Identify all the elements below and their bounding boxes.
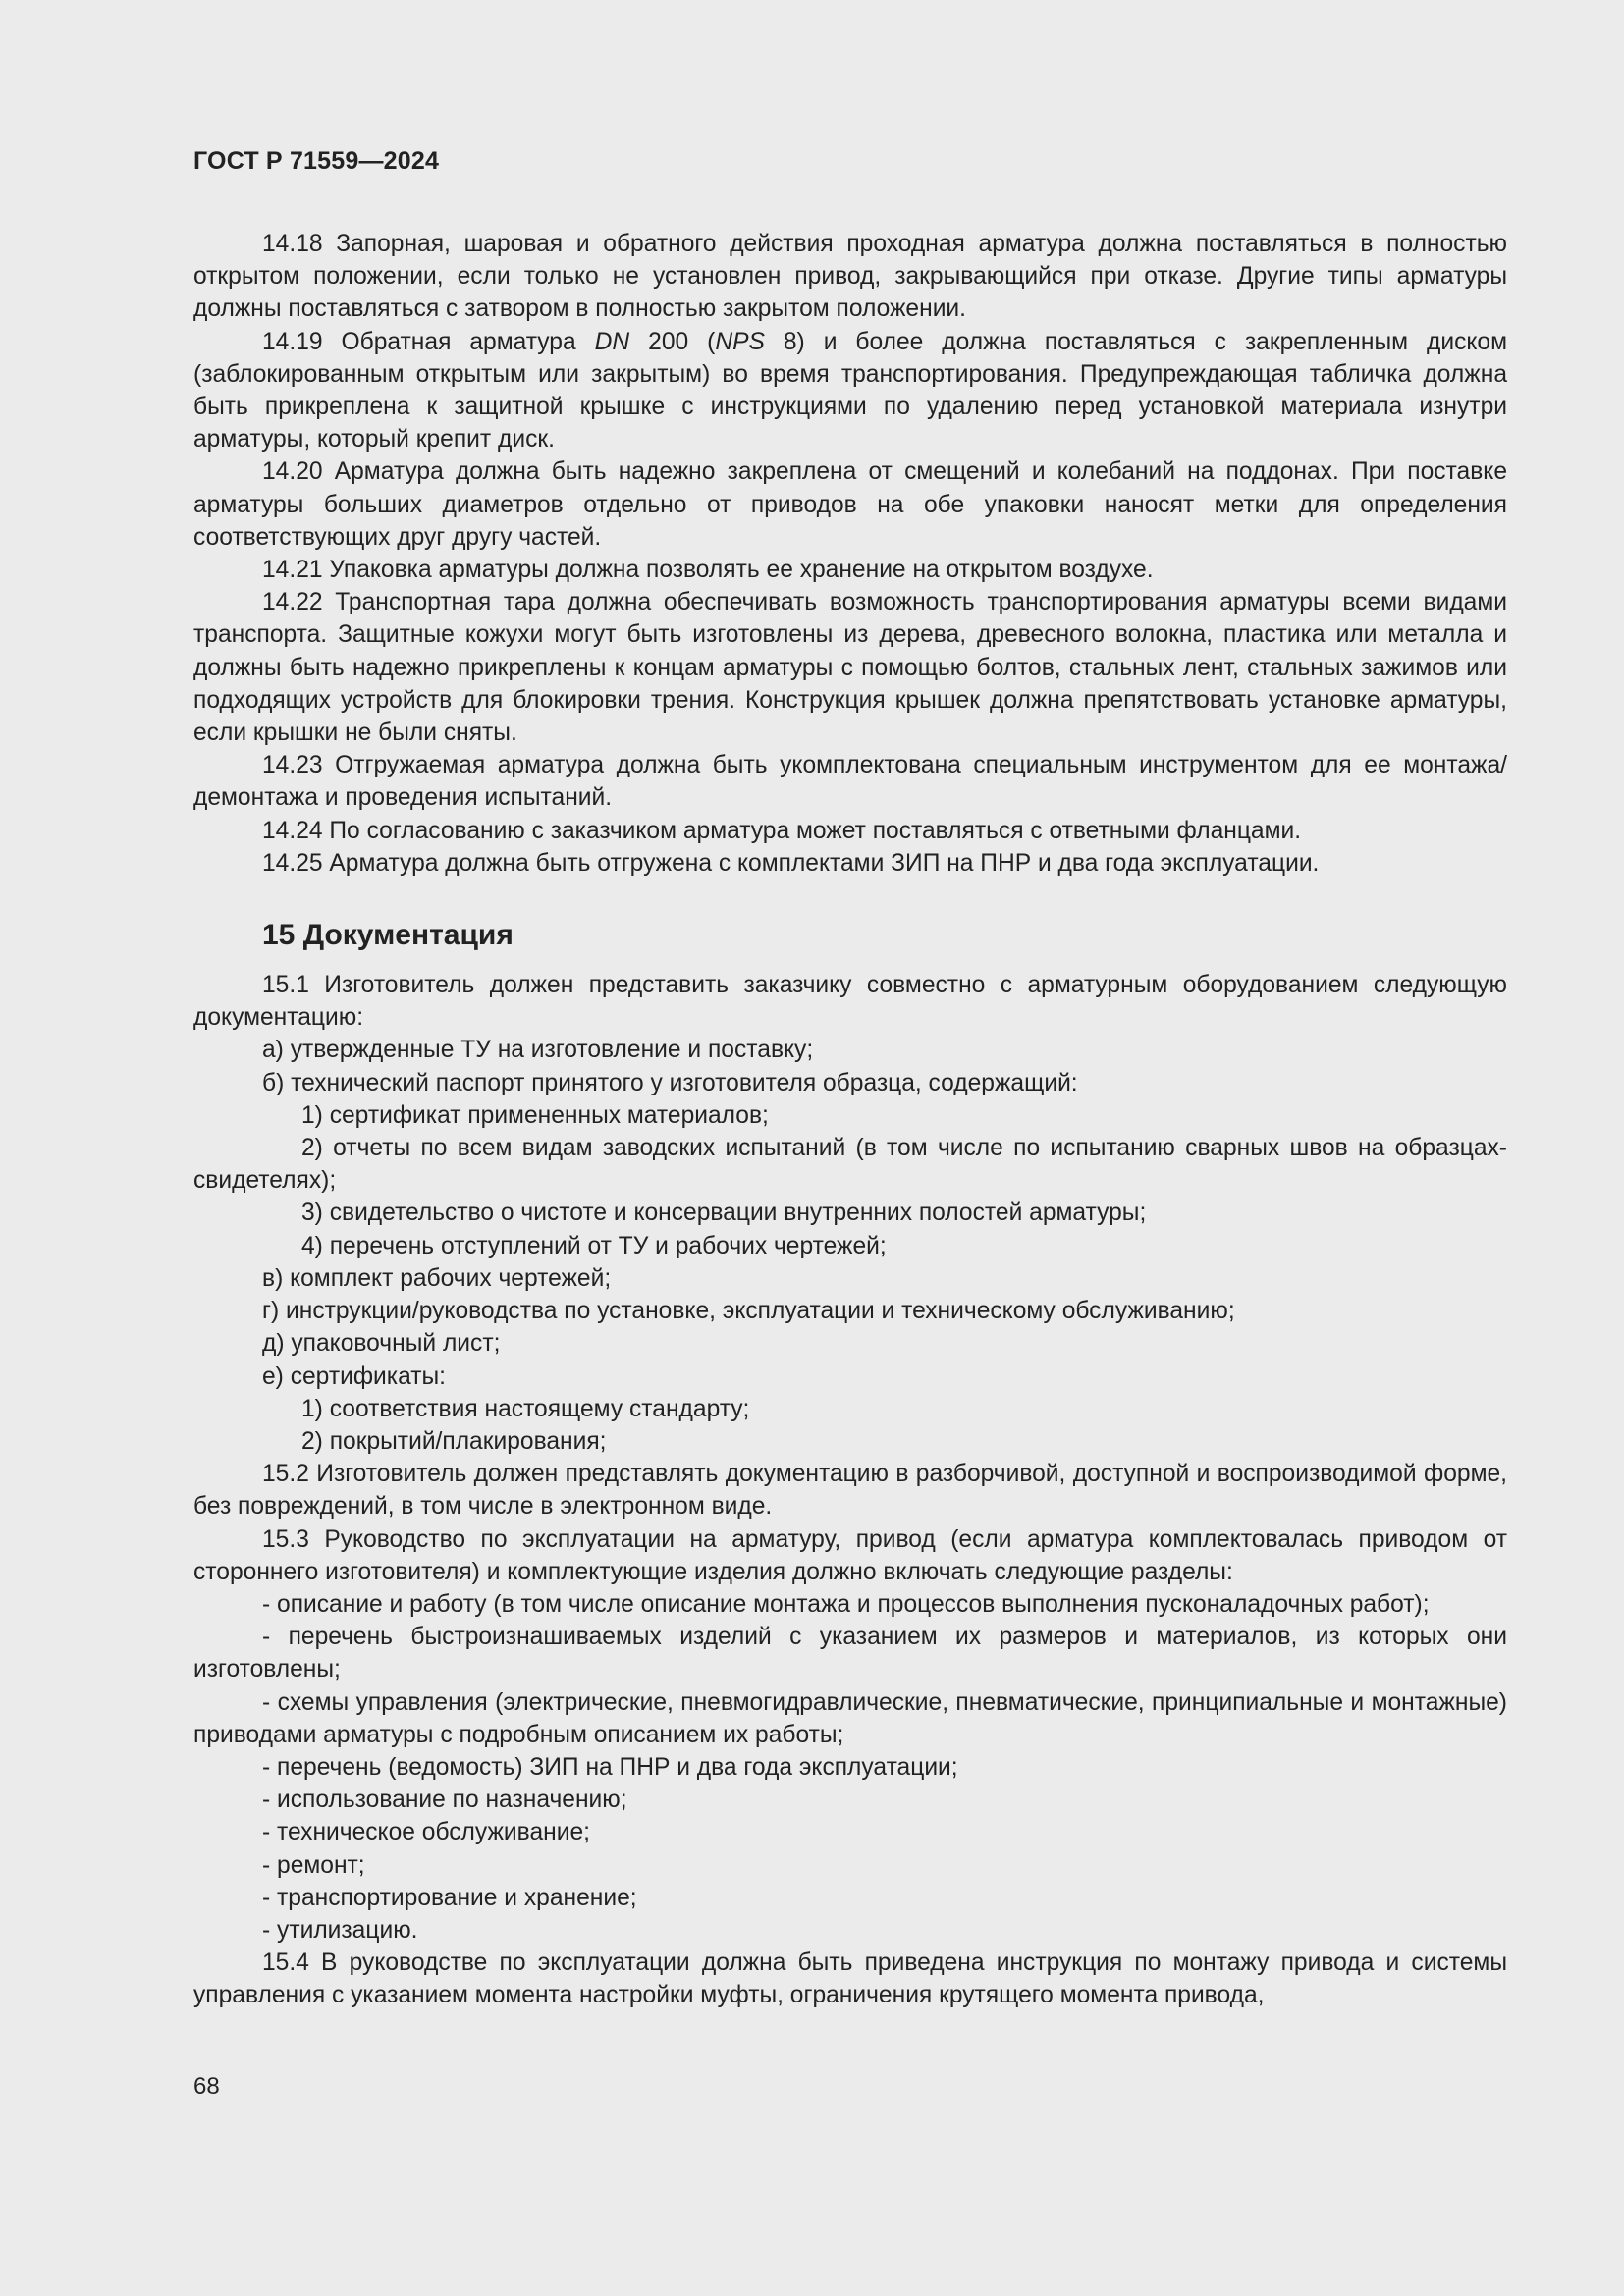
clause-14-19 [193, 326, 1507, 456]
clause-15-2: 15.2 Изготовитель должен представлять документацию в разборчивой, доступной и воспроизводимой форме, без повреждений, в том числе в электронном виде. [193, 1461, 1507, 1521]
document-header: ГОСТ Р 71559—2024 [193, 147, 440, 175]
dash-item: - описание и работу (в том числе описание монтажа и процессов выполнения пусконаладочных работ); [262, 1590, 1430, 1618]
dash-item: - схемы управления (электрические, пневмогидравлические, пневматические, принципиальные и монтажные) приводами арматуры с подробным описанием их работы; [193, 1688, 1507, 1748]
dn-term: DN [594, 328, 630, 355]
clause-14-22: 14.22 Транспортная тара должна обеспечивать возможность транспортирования арматуры всеми видами транспорта. Защитные кожухи могут быть изготовлены из дерева, древесного волокна, пластика или металла и должны быть надежно прикреплены к концам арматуры с помощью болтов, стальных лент, стальных зажимов или подходящих устройств для блокировки трения. Конструкция крышек должна препятствовать установке арматуры, если крышки не были сняты. [193, 589, 1507, 747]
list-subitem: 1) соответствия настоящему стандарту; [301, 1395, 750, 1422]
nps-term: NPS [715, 328, 765, 355]
dash-item: - перечень быстроизнашиваемых изделий с указанием их размеров и материалов, из которых они изготовлены; [193, 1624, 1507, 1683]
list-subitem: 4) перечень отступлений от ТУ и рабочих чертежей; [301, 1232, 887, 1259]
clause-14-21: 14.21 Упаковка арматуры должна позволять ее хранение на открытом воздухе. [262, 557, 1154, 584]
dash-item: - утилизацию. [262, 1916, 418, 1944]
list-item: г) инструкции/руководства по установке, эксплуатации и техническому обслуживанию; [262, 1298, 1235, 1325]
clause-14-24: 14.24 По согласованию с заказчиком арматура может поставляться с ответными фланцами. [262, 817, 1302, 844]
dash-item: - перечень (ведомость) ЗИП на ПНР и два года эксплуатации; [262, 1753, 958, 1781]
dash-item: - транспортирование и хранение; [262, 1884, 637, 1911]
list-item: а) утвержденные ТУ на изготовление и поставку; [262, 1037, 814, 1064]
clause-14-23: 14.23 Отгружаемая арматура должна быть укомплектована специальным инструментом для ее монтажа/демонтажа и проведения испытаний. [193, 752, 1507, 812]
clause-14-19-text-b: 200 ( [629, 328, 716, 355]
clause-14-19-text-a: 14.19 Обратная арматура [262, 328, 595, 355]
clause-14-19-text-c: 8) и более должна поставляться с закрепленным диском (заблокированным открытым или закрытым) во время транспортирования. Предупреждающая табличка должна быть прикреплена к защитной крышке с инструкциями по удалению перед установкой материала изнутри арматуры, который крепит диск. [193, 328, 1507, 454]
clause-14-25: 14.25 Арматура должна быть отгружена с комплектами ЗИП на ПНР и два года эксплуатации. [262, 849, 1320, 877]
dash-item: - ремонт; [262, 1851, 365, 1879]
list-item: е) сертификаты: [262, 1362, 446, 1390]
clause-15-4: 15.4 В руководстве по эксплуатации должна быть приведена инструкция по монтажу привода и системы управления с указанием момента настройки муфты, ограничения крутящего момента привода, [193, 1949, 1507, 2009]
list-subitem: 1) сертификат примененных материалов; [301, 1101, 769, 1129]
clause-14-20: 14.20 Арматура должна быть надежно закреплена от смещений и колебаний на поддонах. При поставке арматуры больших диаметров отдельно от приводов на обе упаковки наносят метки для определения соответствующих друг другу частей. [193, 458, 1507, 551]
list-item: в) комплект рабочих чертежей; [262, 1264, 612, 1292]
list-subitem: 2) покрытий/плакирования; [301, 1427, 607, 1455]
section-15-heading: 15 Документация [262, 919, 514, 952]
list-subitem: 2) отчеты по всем видам заводских испытаний (в том числе по испытанию сварных швов на образцах-свидетелях); [193, 1135, 1507, 1195]
clause-15-3: 15.3 Руководство по эксплуатации на арматуру, привод (если арматура комплектовалась приводом от стороннего изготовителя) и комплектующие изделия должно включать следующие разделы: [193, 1525, 1507, 1585]
document-body [193, 228, 1507, 2012]
page-number: 68 [193, 2073, 220, 2100]
list-subitem: 3) свидетельство о чистоте и консервации внутренних полостей арматуры; [301, 1200, 1147, 1227]
clause-15-1: 15.1 Изготовитель должен представить заказчику совместно с арматурным оборудованием следующую документацию: [193, 972, 1507, 1032]
dash-item: - использование по назначению; [262, 1787, 627, 1814]
list-item: б) технический паспорт принятого у изготовителя образца, содержащий: [262, 1069, 1078, 1096]
clause-14-18: 14.18 Запорная, шаровая и обратного действия проходная арматура должна поставляться в полностью открытом положении, если только не установлен привод, закрывающийся при отказе. Другие типы арматуры должны поставляться с затвором в полностью закрытом положении. [193, 231, 1507, 323]
dash-item: - техническое обслуживание; [262, 1819, 590, 1846]
list-item: д) упаковочный лист; [262, 1330, 501, 1358]
